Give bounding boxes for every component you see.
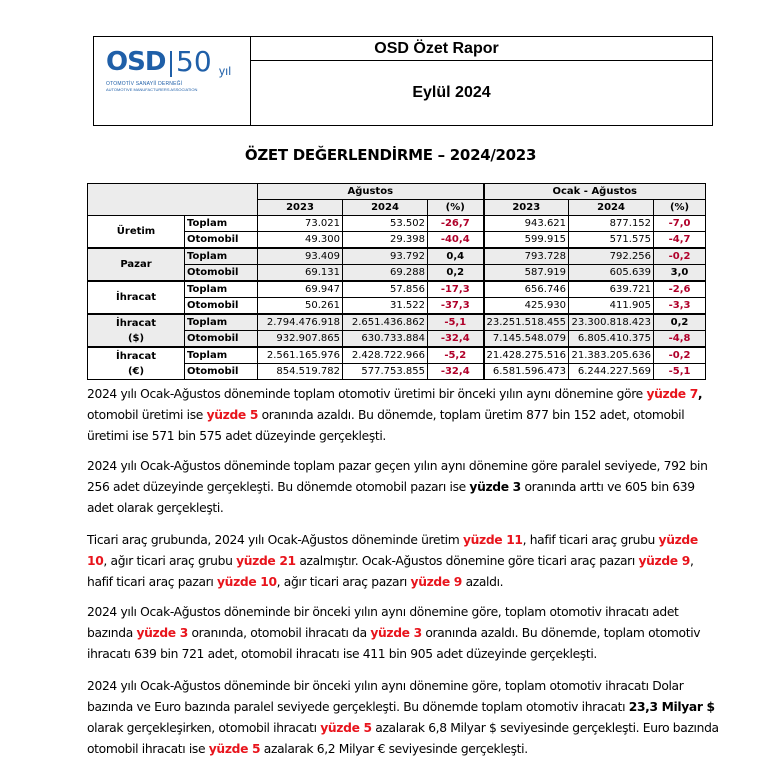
percent-change-cell: -40,4 — [428, 232, 484, 249]
report-header — [93, 36, 713, 126]
paragraph-commercial-vehicles — [87, 530, 719, 593]
paragraph-export-units — [87, 602, 719, 665]
logo-brand: OSD — [106, 47, 166, 77]
value-cell: 577.753.855 — [343, 364, 428, 380]
paragraph-text: 2024 yılı Ocak-Ağustos döneminde bir önceki yılın aynı dönemine göre, toplam otomotiv ihracatı Dolar bazında ve Euro bazında paralel seviyede gerçekleşti. Bu dönemde toplam otomotiv ihracatı — [87, 679, 684, 714]
table-row — [88, 314, 706, 331]
row-subcategory: Otomobil — [185, 364, 258, 380]
value-cell: 599.915 — [484, 232, 569, 249]
value-cell: 411.905 — [569, 298, 654, 315]
bold-text: , — [697, 387, 703, 401]
highlighted-percentage: yüzde 9 — [638, 554, 690, 568]
row-group-label-text: İhracat — [116, 317, 156, 329]
row-subcategory: Toplam — [185, 281, 258, 298]
row-group-label-unit: ($) — [127, 332, 145, 344]
value-cell: 21.428.275.516 — [484, 347, 569, 364]
value-cell: 50.261 — [258, 298, 343, 315]
highlighted-percentage: yüzde 10 — [87, 533, 698, 568]
percent-change-cell: -4,7 — [654, 232, 706, 249]
row-subcategory: Toplam — [185, 248, 258, 265]
paragraph-text: azalmıştır. Ocak-Ağustos dönemine göre ticari araç pazarı — [295, 554, 639, 568]
row-group-label — [88, 314, 185, 347]
row-subcategory: Otomobil — [185, 232, 258, 249]
value-cell: 31.522 — [343, 298, 428, 315]
value-cell: 23.251.518.455 — [484, 314, 569, 331]
value-cell: 69.131 — [258, 265, 343, 282]
value-cell: 29.398 — [343, 232, 428, 249]
section-title-text: ÖZET DEĞERLENDİRME – 2024/2023 — [244, 146, 537, 164]
column-header: 2023 — [258, 200, 343, 216]
value-cell: 69.947 — [258, 281, 343, 298]
report-title: OSD Özet Rapor — [374, 40, 499, 57]
value-cell: 57.856 — [343, 281, 428, 298]
row-subcategory: Otomobil — [185, 298, 258, 315]
percent-change-cell: -32,4 — [428, 364, 484, 380]
value-cell: 23.300.818.423 — [569, 314, 654, 331]
paragraph-text: oranında azaldı. Bu dönemde, toplam otomotiv ihracatı 639 bin 721 adet, otomobil ihracatı ise 411 bin 905 adet düzeyinde gerçekleşti. — [87, 626, 701, 661]
paragraph-text: oranında, otomobil ihracatı da — [187, 626, 371, 640]
percent-change-cell: 0,2 — [428, 265, 484, 282]
period-header-august: Ağustos — [258, 184, 484, 200]
value-cell: 53.502 — [343, 216, 428, 232]
value-cell: 73.021 — [258, 216, 343, 232]
percent-change-cell: -26,7 — [428, 216, 484, 232]
summary-table — [87, 183, 706, 380]
row-group-label — [88, 347, 185, 380]
logo-divider — [170, 51, 172, 77]
row-group-label-text: Üretim — [116, 226, 156, 237]
percent-change-cell: -5,1 — [654, 364, 706, 380]
column-header: 2023 — [484, 200, 569, 216]
row-group-label-unit: (€) — [127, 365, 145, 377]
paragraph-text: azalarak 6,8 Milyar $ seviyesinde gerçekleşti. Euro bazında otomobil ihracatı ise — [87, 721, 719, 756]
value-cell: 425.930 — [484, 298, 569, 315]
paragraph-production — [87, 384, 719, 447]
value-cell: 93.409 — [258, 248, 343, 265]
paragraph-market — [87, 456, 719, 519]
row-subcategory: Toplam — [185, 216, 258, 232]
value-cell: 21.383.205.636 — [569, 347, 654, 364]
highlighted-percentage: yüzde 7 — [646, 387, 698, 401]
percent-change-cell: -3,3 — [654, 298, 706, 315]
value-cell: 943.621 — [484, 216, 569, 232]
logo-org-name-tr: OTOMOTİV SANAYİİ DERNEĞİ — [106, 81, 183, 87]
paragraph-text: oranında arttı ve 605 bin 639 adet olarak gerçekleşti. — [87, 480, 695, 515]
value-cell: 656.746 — [484, 281, 569, 298]
row-group-label — [88, 248, 185, 281]
value-cell: 2.428.722.966 — [343, 347, 428, 364]
value-cell: 6.244.227.569 — [569, 364, 654, 380]
paragraph-text: olarak gerçekleşirken, otomobil ihracatı — [87, 721, 321, 735]
value-cell: 7.145.548.079 — [484, 331, 569, 348]
paragraph-text: otomobil üretimi ise — [87, 408, 207, 422]
paragraph-text: , ağır ticari araç pazarı — [276, 575, 411, 589]
paragraph-text: , hafif ticari araç grubu — [522, 533, 659, 547]
paragraph-text: , hafif ticari araç pazarı — [87, 554, 694, 589]
row-group-label-text: Pazar — [120, 259, 152, 270]
highlighted-percentage: yüzde 10 — [217, 575, 277, 589]
table-row — [88, 216, 706, 232]
percent-change-cell: -5,2 — [428, 347, 484, 364]
highlighted-percentage: yüzde 3 — [136, 626, 188, 640]
percent-change-cell: -17,3 — [428, 281, 484, 298]
paragraph-text: 2024 yılı Ocak-Ağustos döneminde toplam pazar geçen yılın aynı dönemine göre paralel seviyede, 792 bin 256 adet düzeyinde gerçekleşti. Bu dönemde otomobil pazarı ise — [87, 459, 708, 494]
logo-anniversary: 50 — [176, 45, 212, 78]
value-cell: 793.728 — [484, 248, 569, 265]
value-cell: 877.152 — [569, 216, 654, 232]
value-cell: 639.721 — [569, 281, 654, 298]
percent-change-cell: 0,4 — [428, 248, 484, 265]
value-cell: 630.733.884 — [343, 331, 428, 348]
bold-text: 23,3 Milyar $ — [628, 700, 715, 714]
highlighted-percentage: yüzde 5 — [320, 721, 372, 735]
percent-change-cell: -32,4 — [428, 331, 484, 348]
value-cell: 587.919 — [484, 265, 569, 282]
row-group-label — [88, 281, 185, 314]
paragraph-text: , ağır ticari araç grubu — [103, 554, 237, 568]
paragraph-text: azaldı. — [462, 575, 504, 589]
paragraph-text: 2024 yılı Ocak-Ağustos döneminde toplam otomotiv üretimi bir önceki yılın aynı dönemine göre — [87, 387, 647, 401]
row-group-label-text: İhracat — [116, 292, 156, 303]
logo-anniversary-suffix: yıl — [219, 64, 231, 78]
column-header: (%) — [654, 200, 706, 216]
paragraph-text: oranında azaldı. Bu dönemde, toplam üretim 877 bin 152 adet, otomobil üretimi ise 571 bin 575 adet düzeyinde gerçekleşti. — [87, 408, 685, 443]
logo-cell — [94, 37, 251, 125]
title-cell — [251, 37, 712, 61]
value-cell: 2.651.436.862 — [343, 314, 428, 331]
value-cell: 2.794.476.918 — [258, 314, 343, 331]
percent-change-cell: -4,8 — [654, 331, 706, 348]
percent-change-cell: -2,6 — [654, 281, 706, 298]
row-group-label — [88, 216, 185, 249]
column-header: 2024 — [569, 200, 654, 216]
highlighted-percentage: yüzde 5 — [208, 742, 261, 756]
value-cell: 571.575 — [569, 232, 654, 249]
percent-change-cell: -5,1 — [428, 314, 484, 331]
percent-change-cell: -7,0 — [654, 216, 706, 232]
column-header: 2024 — [343, 200, 428, 216]
table-row — [88, 248, 706, 265]
column-header: (%) — [428, 200, 484, 216]
percent-change-cell: -0,2 — [654, 248, 706, 265]
value-cell: 854.519.782 — [258, 364, 343, 380]
highlighted-percentage: yüzde 9 — [410, 575, 463, 589]
percent-change-cell: 3,0 — [654, 265, 706, 282]
highlighted-percentage: yüzde 3 — [370, 626, 422, 640]
row-subcategory: Toplam — [185, 314, 258, 331]
paragraph-text: Ticari araç grubunda, 2024 yılı Ocak-Ağustos döneminde üretim — [87, 533, 463, 547]
value-cell: 93.792 — [343, 248, 428, 265]
osd-50-yil-logo — [106, 47, 246, 97]
row-subcategory: Otomobil — [185, 265, 258, 282]
table-header-row-periods — [88, 184, 706, 200]
value-cell: 69.288 — [343, 265, 428, 282]
table-row — [88, 347, 706, 364]
paragraph-text: azalarak 6,2 Milyar € seviyesinde gerçekleşti. — [260, 742, 528, 756]
row-subcategory: Toplam — [185, 347, 258, 364]
value-cell: 932.907.865 — [258, 331, 343, 348]
paragraph-text: 2024 yılı Ocak-Ağustos döneminde bir önceki yılın aynı dönemine göre, toplam otomotiv ihracatı adet bazında — [87, 605, 679, 640]
value-cell: 6.805.410.375 — [569, 331, 654, 348]
paragraph-export-value — [87, 676, 719, 760]
row-subcategory: Otomobil — [185, 331, 258, 348]
value-cell: 792.256 — [569, 248, 654, 265]
value-cell: 2.561.165.976 — [258, 347, 343, 364]
period-header-jan-aug: Ocak - Ağustos — [484, 184, 706, 200]
percent-change-cell: -0,2 — [654, 347, 706, 364]
section-title — [0, 146, 761, 164]
highlighted-percentage: yüzde 21 — [236, 554, 296, 568]
report-date: Eylül 2024 — [412, 84, 491, 101]
row-group-label-text: İhracat — [116, 350, 156, 362]
bold-text: yüzde 3 — [469, 480, 521, 494]
date-cell — [251, 61, 712, 125]
value-cell: 605.639 — [569, 265, 654, 282]
percent-change-cell: -37,3 — [428, 298, 484, 315]
table-corner-cell — [88, 184, 258, 216]
percent-change-cell: 0,2 — [654, 314, 706, 331]
value-cell: 49.300 — [258, 232, 343, 249]
value-cell: 6.581.596.473 — [484, 364, 569, 380]
table-row — [88, 281, 706, 298]
highlighted-percentage: yüzde 11 — [462, 533, 523, 547]
logo-org-name-en: AUTOMOTIVE MANUFACTURERS ASSOCIATION — [106, 87, 198, 92]
highlighted-percentage: yüzde 5 — [206, 408, 259, 422]
